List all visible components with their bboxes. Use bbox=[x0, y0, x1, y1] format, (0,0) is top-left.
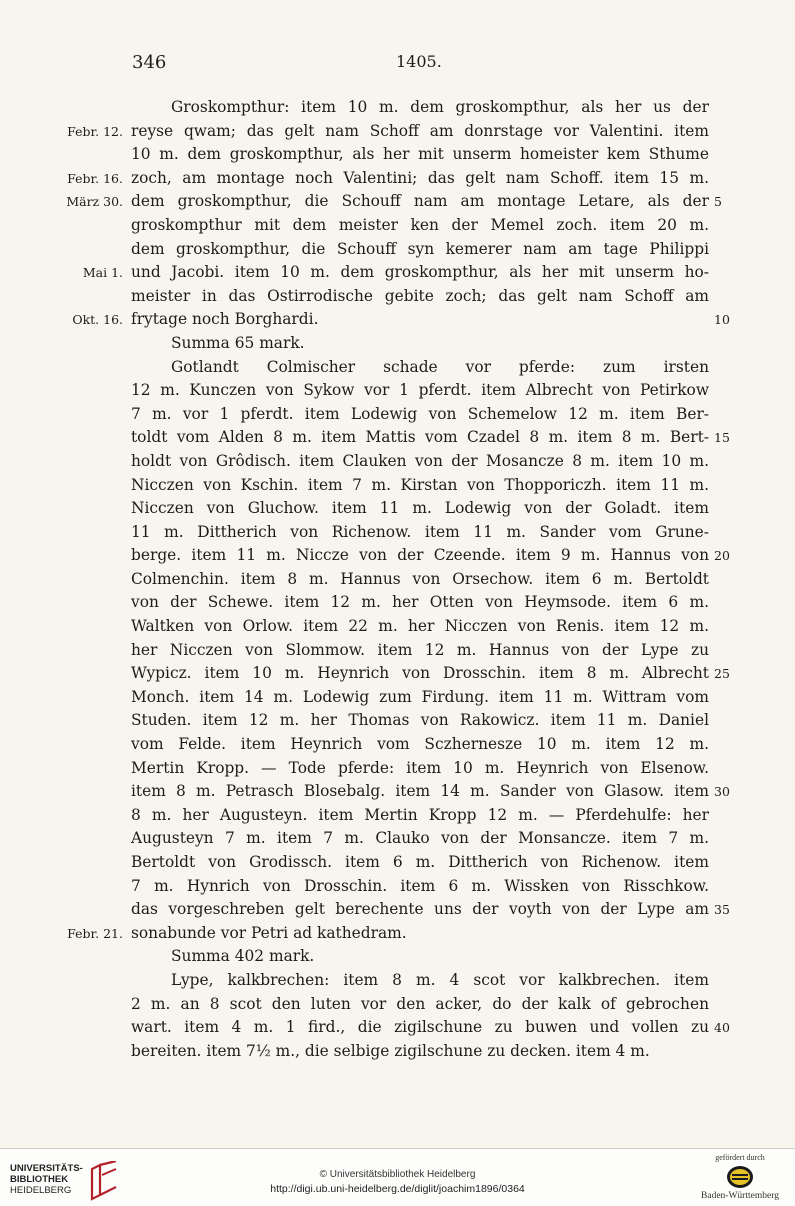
line-text: sonabunde vor Petri ad kathedram. bbox=[131, 923, 407, 942]
line-text: frytage noch Borghardi. bbox=[131, 310, 319, 329]
line-text: Colmenchin. item 8 m. Hannus von Orsechow. item 6 m. Bertoldt bbox=[131, 569, 709, 588]
text-line bbox=[0, 993, 795, 1017]
line-text: 11 m. Dittherich von Richenow. item 11 m. Sander vom Grune- bbox=[131, 522, 709, 541]
text-line bbox=[0, 143, 795, 167]
page-header bbox=[0, 52, 795, 76]
line-text: Summa 65 mark. bbox=[171, 333, 305, 352]
line-text: holdt von Grôdisch. item Clauken von der Mosancze 8 m. item 10 m. bbox=[131, 451, 709, 470]
marginal-date: Febr. 16. bbox=[67, 170, 123, 186]
text-line bbox=[0, 639, 795, 663]
line-text: reyse qwam; das gelt nam Schoff am donrstage vor Valentini. item bbox=[131, 121, 709, 140]
text-line bbox=[0, 568, 795, 592]
text-line bbox=[0, 780, 795, 804]
line-text: toldt vom Alden 8 m. item Mattis vom Czadel 8 m. item 8 m. Bert- bbox=[131, 428, 709, 447]
line-text: Waltken von Orlow. item 22 m. her Nicczen von Renis. item 12 m. bbox=[131, 617, 709, 636]
text-line bbox=[0, 615, 795, 639]
marginal-date: Febr. 12. bbox=[67, 123, 123, 139]
text-line bbox=[0, 945, 795, 969]
line-number: 15 bbox=[714, 430, 730, 446]
marginal-date: Febr. 21. bbox=[67, 925, 123, 941]
sponsor-block bbox=[695, 1153, 785, 1201]
marginal-date: März 30. bbox=[66, 194, 123, 210]
text-line bbox=[0, 733, 795, 757]
line-text: und Jacobi. item 10 m. dem groskompthur, als her mit unserm ho- bbox=[131, 263, 709, 282]
library-logo[interactable] bbox=[10, 1157, 120, 1203]
text-line bbox=[0, 969, 795, 993]
line-text: Augusteyn 7 m. item 7 m. Clauko von der Monsancze. item 7 m. bbox=[131, 829, 709, 848]
line-text: Monch. item 14 m. Lodewig zum Firdung. item 11 m. Wittram vom bbox=[131, 687, 709, 706]
footer bbox=[0, 1148, 795, 1206]
text-line bbox=[0, 426, 795, 450]
line-text: von der Schewe. item 12 m. her Otten von Heymsode. item 6 m. bbox=[131, 593, 709, 612]
text-line bbox=[0, 591, 795, 615]
line-text: dem groskompthur, die Schouff syn kemerer nam am tage Philippi bbox=[131, 239, 709, 258]
marginal-date: Mai 1. bbox=[82, 265, 123, 281]
marginal-date: Okt. 16. bbox=[72, 312, 123, 328]
line-number: 5 bbox=[714, 194, 722, 210]
text-line bbox=[0, 332, 795, 356]
text-line bbox=[0, 521, 795, 545]
line-text: Gotlandt Colmischer schade vor pferde: zum irsten bbox=[171, 357, 709, 376]
text-line bbox=[0, 851, 795, 875]
permalink[interactable]: http://digi.ub.uni-heidelberg.de/diglit/joachim1896/0364 bbox=[270, 1183, 525, 1195]
line-text: her Nicczen von Slommow. item 12 m. Hannus von der Lype zu bbox=[131, 640, 709, 659]
text-line bbox=[0, 308, 795, 332]
line-number: 30 bbox=[714, 784, 730, 800]
line-text: 12 m. Kunczen von Sykow vor 1 pferdt. item Albrecht von Petirkow bbox=[131, 381, 709, 400]
line-number: 40 bbox=[714, 1020, 730, 1036]
text-line bbox=[0, 356, 795, 380]
text-line bbox=[0, 1040, 795, 1064]
line-text: Nicczen von Kschin. item 7 m. Kirstan von Thopporiczh. item 11 m. bbox=[131, 475, 709, 494]
line-text: 7 m. Hynrich von Drosschin. item 6 m. Wissken von Risschkow. bbox=[131, 876, 709, 895]
line-text: wart. item 4 m. 1 fird., die zigilschune zu buwen und vollen zu bbox=[131, 1018, 709, 1037]
text-line bbox=[0, 922, 795, 946]
text-line bbox=[0, 662, 795, 686]
library-logo-icon bbox=[88, 1161, 120, 1201]
line-text: 8 m. her Augusteyn. item Mertin Kropp 12 m. — Pferdehulfe: her bbox=[131, 805, 709, 824]
text-line bbox=[0, 120, 795, 144]
text-line bbox=[0, 450, 795, 474]
sponsor-name: Baden-Württemberg bbox=[701, 1191, 779, 1201]
library-name: UNIVERSITÄTS- BIBLIOTHEK HEIDELBERG bbox=[10, 1163, 83, 1196]
line-text: berge. item 11 m. Niccze von der Czeende. item 9 m. Hannus von bbox=[131, 546, 709, 565]
text-line bbox=[0, 827, 795, 851]
text-line bbox=[0, 96, 795, 120]
line-text: Lype, kalkbrechen: item 8 m. 4 scot vor kalkbrechen. item bbox=[171, 970, 709, 989]
text-line bbox=[0, 379, 795, 403]
text-line bbox=[0, 497, 795, 521]
line-text: dem groskompthur, die Schouff nam am montage Letare, als der bbox=[131, 192, 709, 211]
text-line bbox=[0, 214, 795, 238]
text-line bbox=[0, 403, 795, 427]
text-line bbox=[0, 1016, 795, 1040]
line-text: 7 m. vor 1 pferdt. item Lodewig von Schemelow 12 m. item Ber- bbox=[131, 404, 709, 423]
text-line bbox=[0, 544, 795, 568]
line-text: groskompthur mit dem meister ken der Memel zoch. item 20 m. bbox=[131, 215, 709, 234]
line-text: Wypicz. item 10 m. Heynrich von Drosschin. item 8 m. Albrecht bbox=[131, 664, 709, 683]
line-number: 10 bbox=[714, 312, 730, 328]
line-text: 2 m. an 8 scot den luten vor den acker, do der kalk of gebrochen bbox=[131, 994, 709, 1013]
text-line bbox=[0, 285, 795, 309]
line-number: 25 bbox=[714, 666, 730, 682]
main-text bbox=[0, 96, 795, 1063]
copyright-notice: © Universitätsbibliothek Heidelberg bbox=[319, 1169, 476, 1180]
text-line bbox=[0, 757, 795, 781]
text-line bbox=[0, 898, 795, 922]
line-number: 20 bbox=[714, 548, 730, 564]
line-text: Mertin Kropp. — Tode pferde: item 10 m. Heynrich von Elsenow. bbox=[131, 758, 709, 777]
line-text: item 8 m. Petrasch Blosebalg. item 14 m. Sander von Glasow. item bbox=[131, 782, 709, 801]
text-line bbox=[0, 804, 795, 828]
text-line bbox=[0, 474, 795, 498]
text-line bbox=[0, 167, 795, 191]
text-line bbox=[0, 190, 795, 214]
text-line bbox=[0, 238, 795, 262]
line-text: 10 m. dem groskompthur, als her mit unserm homeister kem Sthume bbox=[131, 145, 709, 164]
line-text: meister in das Ostirrodische gebite zoch; das gelt nam Schoff am bbox=[131, 286, 709, 305]
line-text: Groskompthur: item 10 m. dem groskompthur, als her us der bbox=[171, 98, 709, 116]
text-line bbox=[0, 261, 795, 285]
text-line bbox=[0, 686, 795, 710]
line-text: Summa 402 mark. bbox=[171, 947, 315, 966]
document-number: 1405. bbox=[396, 52, 442, 71]
sponsor-label: gefördert durch bbox=[715, 1153, 765, 1162]
text-line bbox=[0, 709, 795, 733]
line-number: 35 bbox=[714, 902, 730, 918]
line-text: Studen. item 12 m. her Thomas von Rakowicz. item 11 m. Daniel bbox=[131, 711, 709, 730]
page-number: 346 bbox=[132, 52, 167, 73]
line-text: Bertoldt von Grodissch. item 6 m. Dittherich von Richenow. item bbox=[131, 853, 709, 871]
line-text: zoch, am montage noch Valentini; das gelt nam Schoff. item 15 m. bbox=[131, 168, 709, 187]
line-text: das vorgeschreben gelt berechente uns der voyth von der Lype am bbox=[131, 900, 709, 919]
line-text: vom Felde. item Heynrich vom Sczhernesze 10 m. item 12 m. bbox=[131, 735, 709, 754]
line-text: Nicczen von Gluchow. item 11 m. Lodewig von der Goladt. item bbox=[131, 499, 709, 518]
text-line bbox=[0, 875, 795, 899]
line-text: bereiten. item 7½ m., die selbige zigilschune zu decken. item 4 m. bbox=[131, 1041, 650, 1060]
crest-icon bbox=[725, 1165, 755, 1189]
